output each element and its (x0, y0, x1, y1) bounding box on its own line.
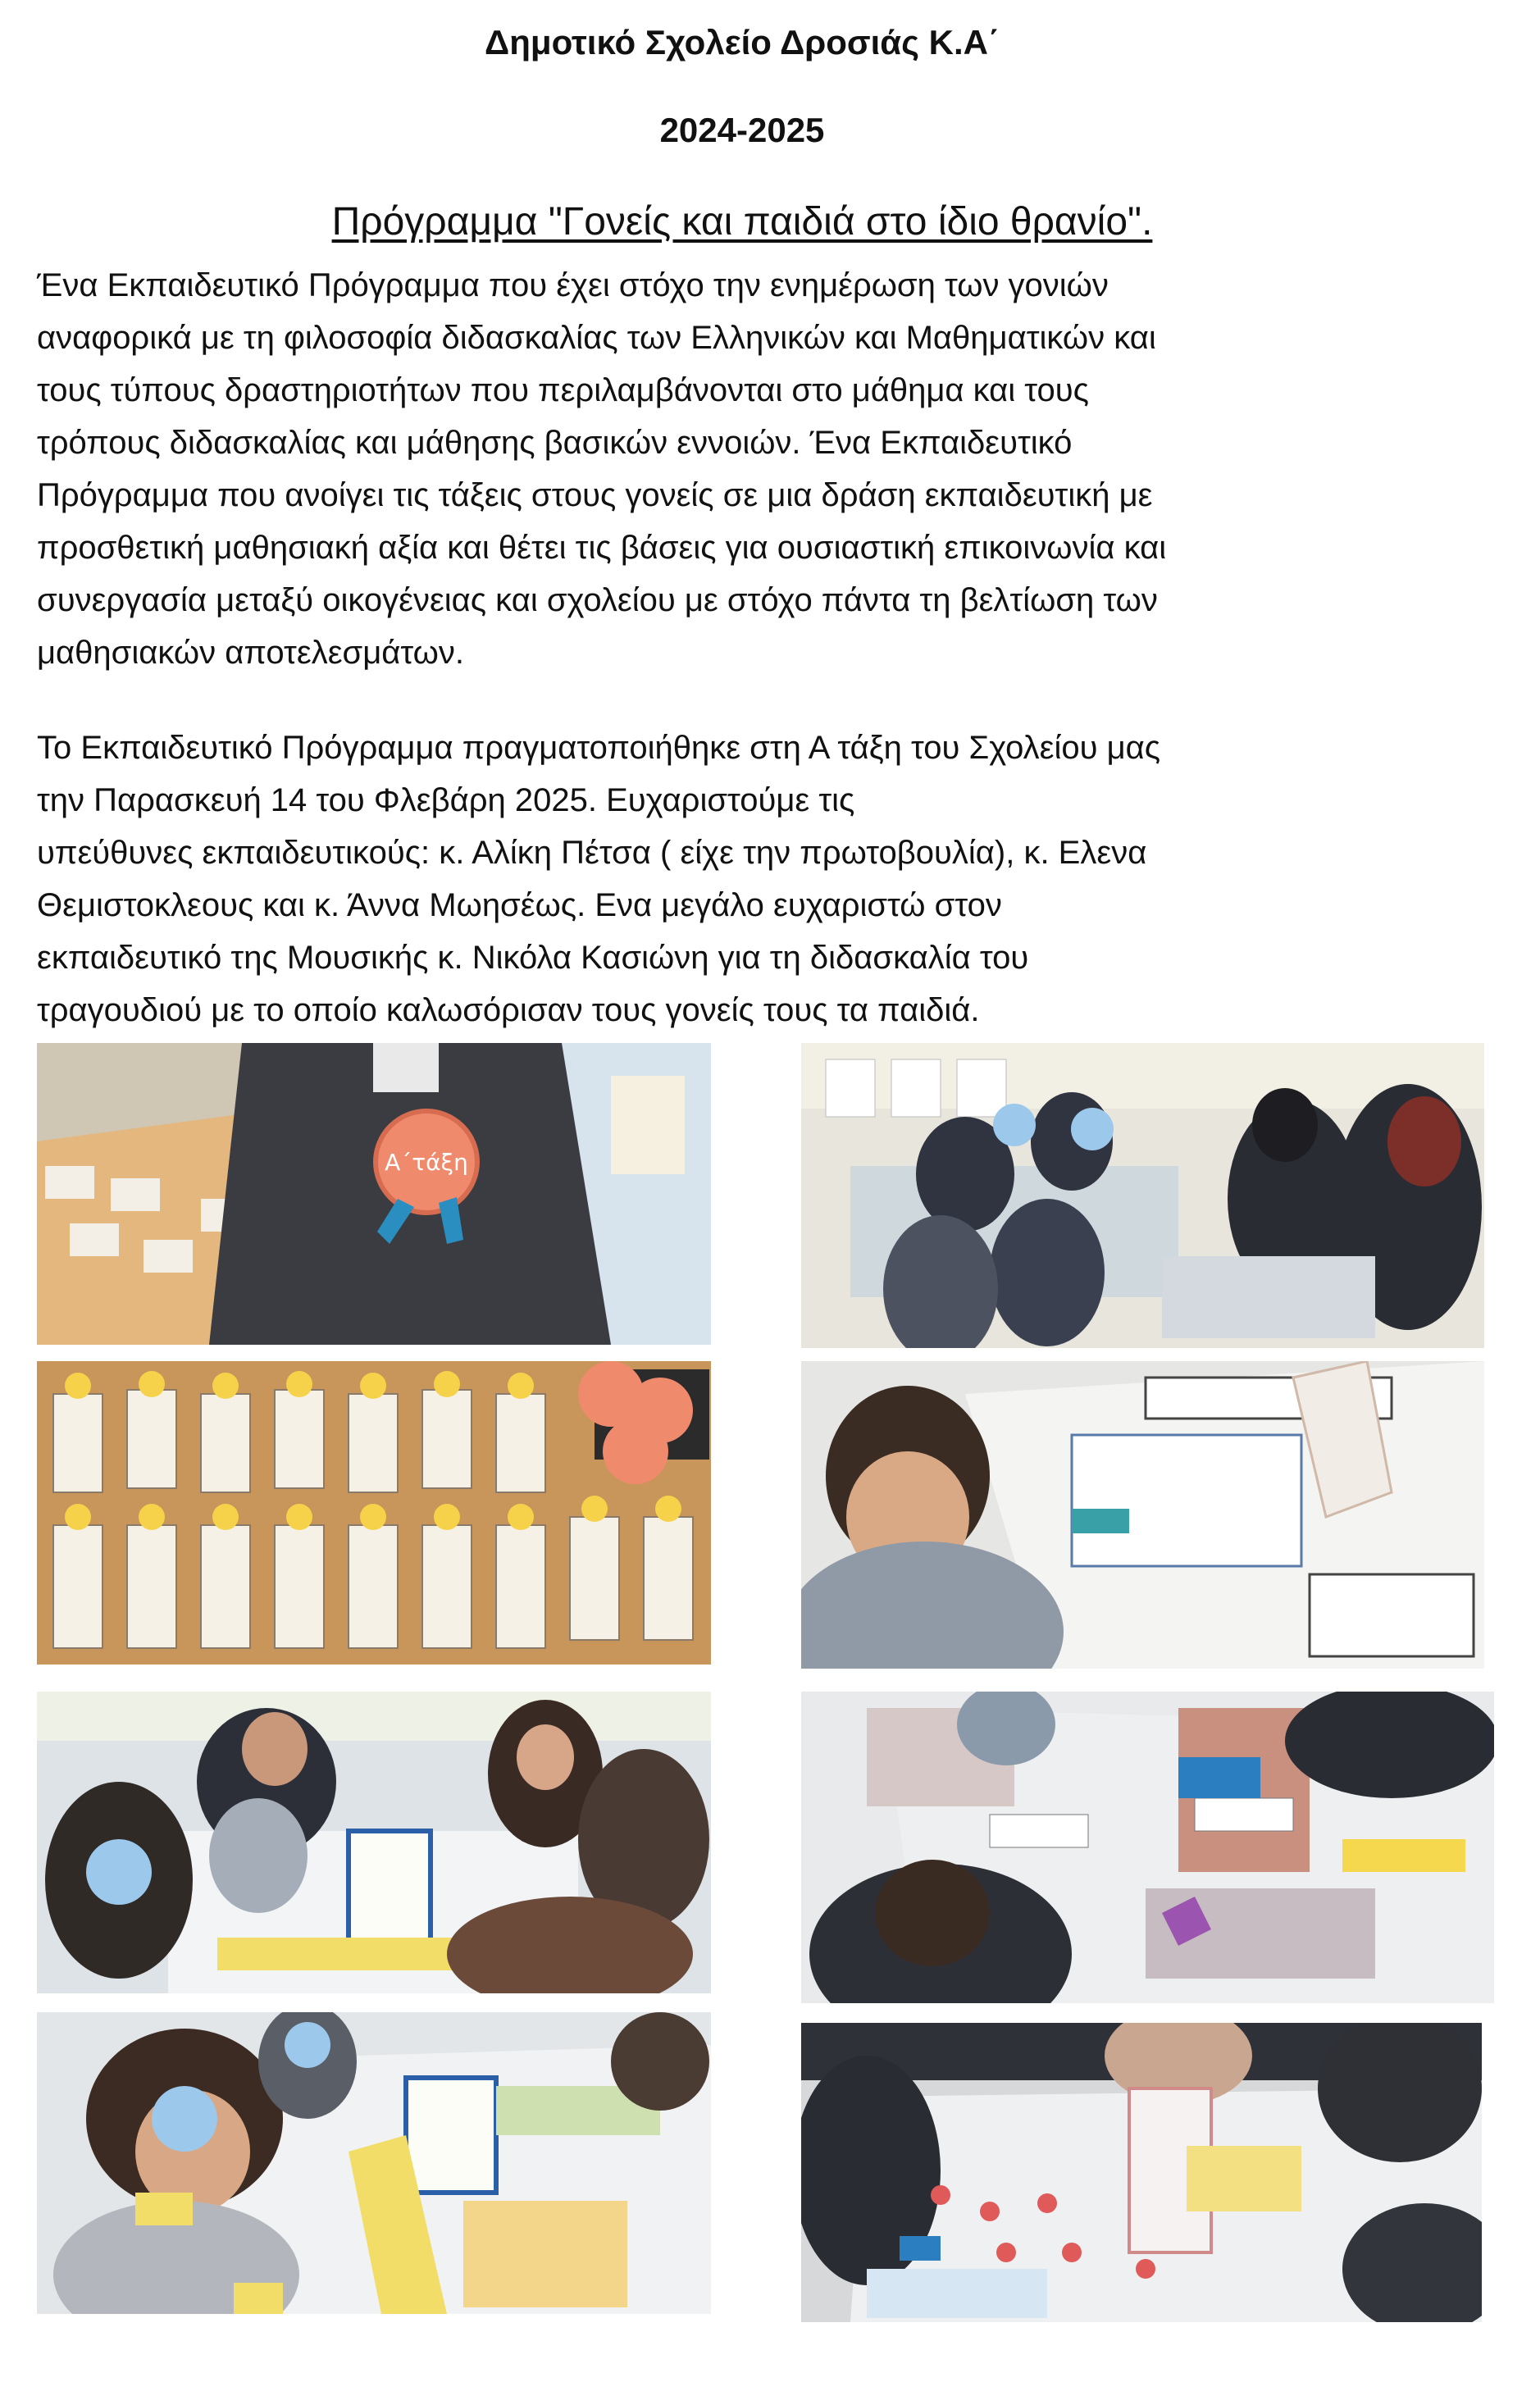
page-title: Δημοτικό Σχολείο Δροσιάς Κ.Α΄ (485, 23, 1000, 61)
intro-line: Ένα Εκπαιδευτικό Πρόγραμμα που έχει στόχο την ενημέρωση των γονιών (37, 267, 1109, 303)
intro-line: Πρόγραμμα που ανοίγει τις τάξεις στους γονείς σε μια δράση εκπαιδευτική με (37, 477, 1153, 513)
intro-line: συνεργασία μεταξύ οικογένειας και σχολείου με στόχο πάντα τη βελτίωση των (37, 582, 1158, 618)
photo-parents-cards (801, 2023, 1482, 2322)
thanks-line: εκπαιδευτικό της Μουσικής κ. Νικόλα Κασιώνη για τη διδασκαλία του (37, 940, 1029, 976)
badge-label: Α΄τάξη (385, 1149, 468, 1176)
thanks-line: Το Εκπαιδευτικό Πρόγραμμα πραγματοποιήθηκε στη Α τάξη του Σχολείου μας (37, 730, 1161, 766)
thanks-line: την Παρασκευή 14 του Φλεβάρη 2025. Ευχαριστούμε τις (37, 782, 855, 818)
photo-student-badge (37, 1043, 711, 1345)
photo-parents-table (801, 1043, 1484, 1348)
intro-line: προσθετική μαθησιακή αξία και θέτει τις βάσεις για ουσιαστική επικοινωνία και (37, 530, 1167, 566)
photo-number-cards (37, 2012, 711, 2314)
photo-child-writing (801, 1361, 1484, 1669)
thanks-line: τραγουδιού με το οποίο καλωσόρισαν τους γονείς τους τα παιδιά. (37, 992, 980, 1028)
photo-parent-children-poster (37, 1692, 711, 1993)
photo-puzzle-activity (801, 1692, 1494, 2003)
program-heading: Πρόγραμμα "Γονείς και παιδιά στο ίδιο θρανίο". (331, 200, 1153, 244)
intro-line: μαθησιακών αποτελεσμάτων. (37, 635, 464, 671)
intro-line: τους τύπους δραστηριοτήτων που περιλαμβάνονται στο μάθημα και τους (37, 372, 1089, 408)
thanks-line: υπεύθυνες εκπαιδευτικούς: κ. Αλίκη Πέτσα ( είχε την πρωτοβουλία), κ. Ελενα (37, 835, 1147, 871)
intro-line: τρόπους διδασκαλίας και μάθησης βασικών εννοιών. Ένα Εκπαιδευτικό (37, 425, 1073, 461)
intro-line: αναφορικά με τη φιλοσοφία διδασκαλίας των Ελληνικών και Μαθηματικών και (37, 320, 1156, 356)
photo-paper-figures (37, 1361, 711, 1665)
thanks-paragraph (37, 722, 1497, 1036)
thanks-line: Θεμιστοκλεους και κ. Άννα Μωησέως. Ενα μεγάλο ευχαριστώ στον (37, 887, 1002, 923)
intro-paragraph (37, 259, 1497, 679)
school-year: 2024-2025 (659, 111, 825, 149)
